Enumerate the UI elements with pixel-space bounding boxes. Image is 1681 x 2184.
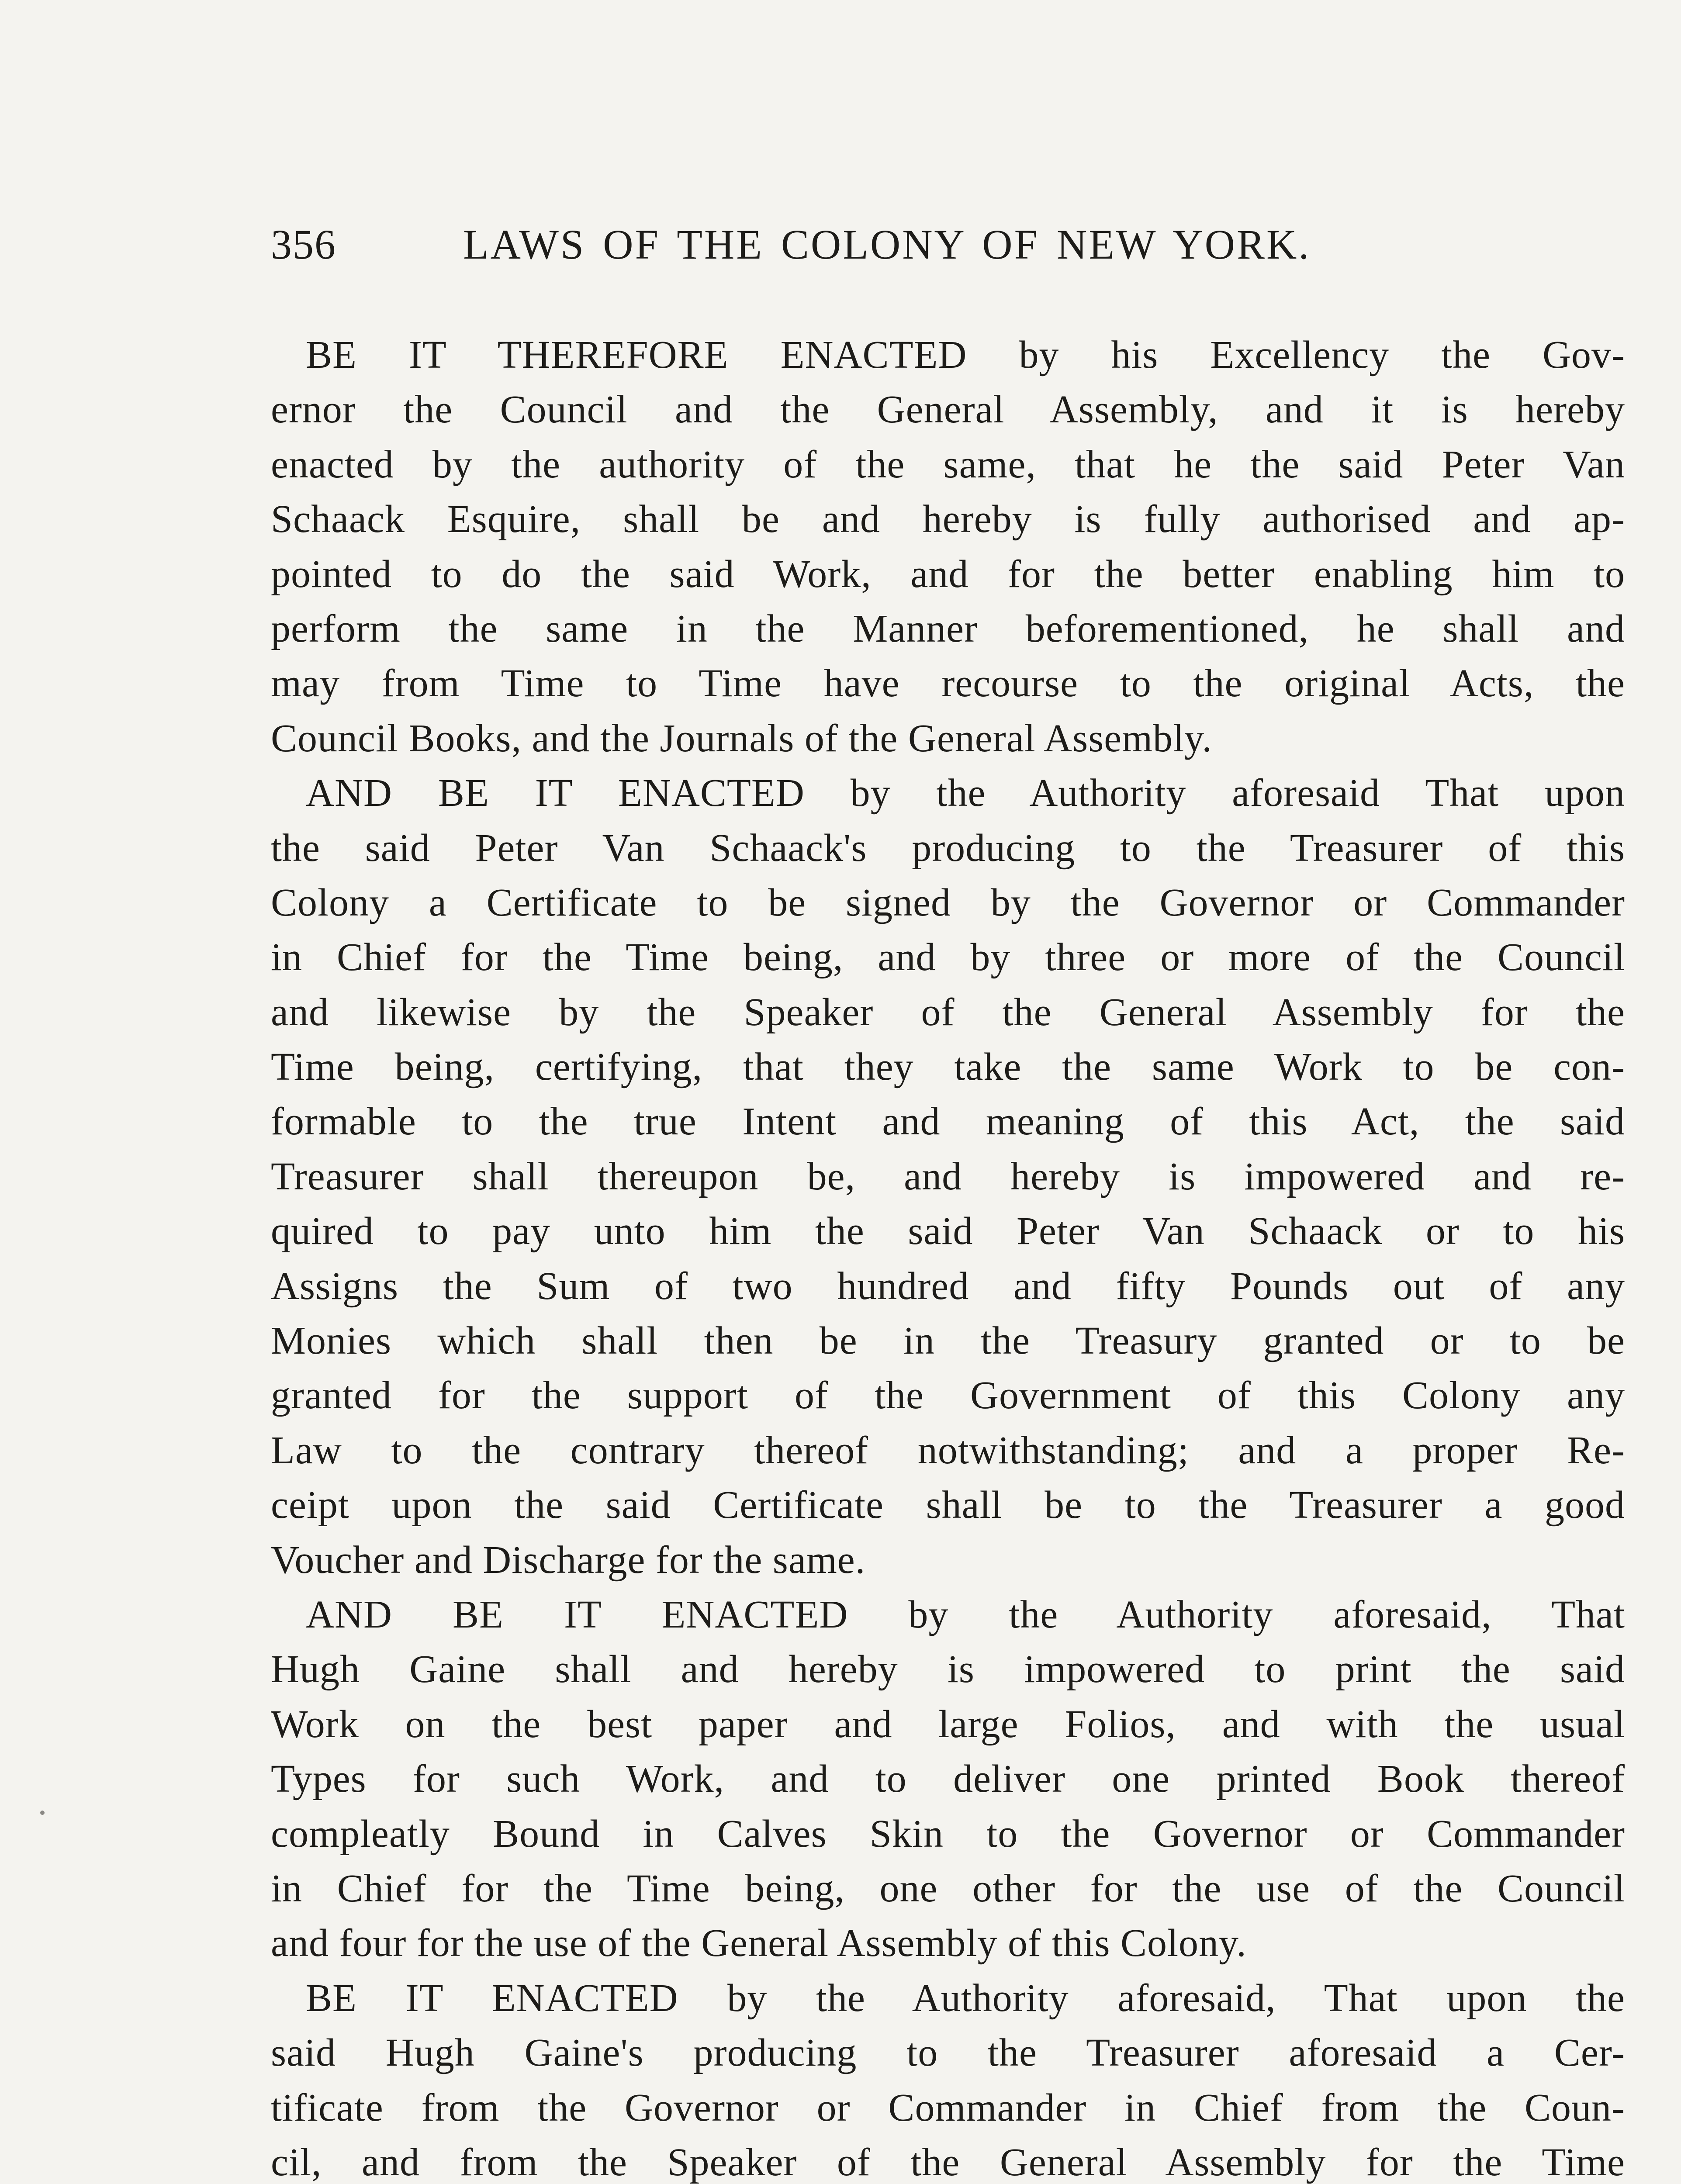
text-line: Monies which shall then be in the Treasury granted or to be bbox=[271, 1319, 1625, 1363]
text-line: Assigns the Sum of two hundred and fifty Pounds out of any bbox=[271, 1264, 1625, 1308]
text-line: perform the same in the Manner beforementioned, he shall and bbox=[271, 607, 1625, 650]
text-line: ceipt upon the said Certificate shall be to the Treasurer a good bbox=[271, 1483, 1625, 1527]
text-line: Council Books, and the Journals of the General Assembly. bbox=[271, 716, 1212, 760]
text-line: Time being, certifying, that they take the same Work to be con- bbox=[271, 1045, 1625, 1089]
statute-text bbox=[271, 328, 1625, 2184]
paper-speck bbox=[40, 1811, 45, 1815]
text-line: AND BE IT ENACTED by the Authority aforesaid, That bbox=[306, 1593, 1625, 1636]
text-line: in Chief for the Time being, one other for the use of the Council bbox=[271, 1866, 1625, 1910]
text-line: Types for such Work, and to deliver one printed Book thereof bbox=[271, 1757, 1625, 1801]
text-line: Work on the best paper and large Folios, and with the usual bbox=[271, 1702, 1625, 1746]
text-line: BE IT ENACTED by the Authority aforesaid, That upon the bbox=[306, 1976, 1625, 2020]
text-line: Treasurer shall thereupon be, and hereby is impowered and re- bbox=[271, 1154, 1625, 1198]
text-line: BE IT THEREFORE ENACTED by his Excellency the Gov- bbox=[306, 333, 1625, 377]
text-line: Colony a Certificate to be signed by the Governor or Commander bbox=[271, 881, 1625, 924]
text-line: cil, and from the Speaker of the General Assembly for the Time bbox=[271, 2140, 1625, 2184]
text-line: and likewise by the Speaker of the General Assembly for the bbox=[271, 990, 1625, 1034]
text-line: the said Peter Van Schaack's producing to the Treasurer of this bbox=[271, 826, 1625, 870]
text-line: formable to the true Intent and meaning of this Act, the said bbox=[271, 1100, 1625, 1144]
text-line: Law to the contrary thereof notwithstanding; and a proper Re- bbox=[271, 1428, 1625, 1472]
text-line: tificate from the Governor or Commander in Chief from the Coun- bbox=[271, 2086, 1625, 2129]
page-header bbox=[271, 218, 1625, 271]
text-line: ernor the Council and the General Assembly, and it is hereby bbox=[271, 388, 1625, 432]
text-line: AND BE IT ENACTED by the Authority aforesaid That upon bbox=[306, 771, 1625, 815]
text-line: quired to pay unto him the said Peter Van Schaack or to his bbox=[271, 1209, 1625, 1253]
text-line: granted for the support of the Government of this Colony any bbox=[271, 1374, 1625, 1417]
running-title: LAWS OF THE COLONY OF NEW YORK. bbox=[463, 221, 1311, 268]
text-line: in Chief for the Time being, and by three or more of the Council bbox=[271, 936, 1625, 979]
text-line: enacted by the authority of the same, that he the said Peter Van bbox=[271, 442, 1625, 486]
text-line: may from Time to Time have recourse to the original Acts, the bbox=[271, 662, 1625, 705]
text-line: and four for the use of the General Assembly of this Colony. bbox=[271, 1921, 1247, 1965]
page-number: 356 bbox=[271, 221, 336, 268]
text-line: Hugh Gaine shall and hereby is impowered to print the said bbox=[271, 1648, 1625, 1691]
text-line: Schaack Esquire, shall be and hereby is fully authorised and ap- bbox=[271, 498, 1625, 541]
text-line: Voucher and Discharge for the same. bbox=[271, 1538, 866, 1582]
text-line: compleatly Bound in Calves Skin to the Governor or Commander bbox=[271, 1812, 1625, 1856]
text-line: said Hugh Gaine's producing to the Treasurer aforesaid a Cer- bbox=[271, 2031, 1625, 2075]
text-line: pointed to do the said Work, and for the better enabling him to bbox=[271, 552, 1625, 596]
